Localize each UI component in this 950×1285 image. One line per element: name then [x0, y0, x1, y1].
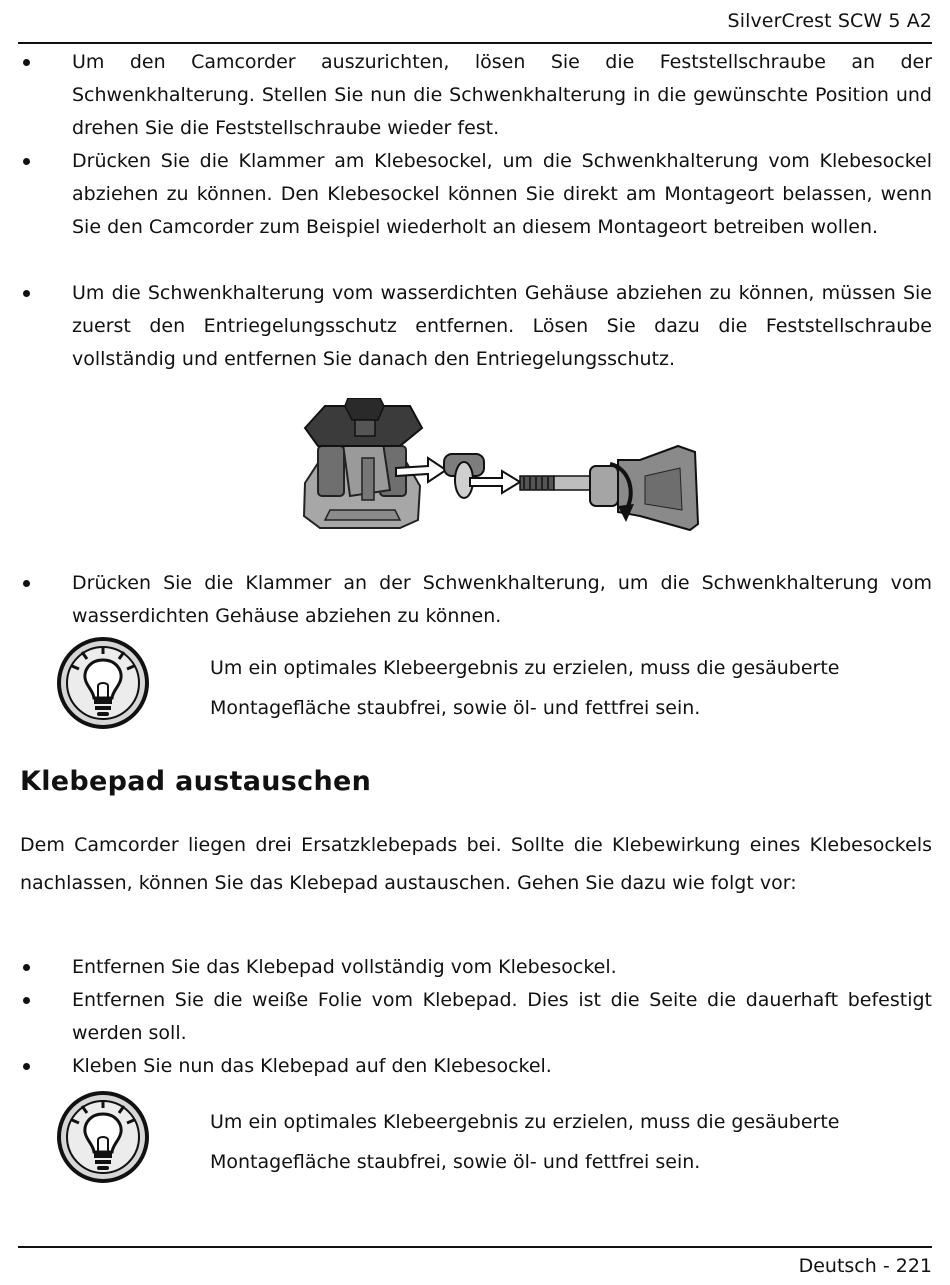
header-divider: [18, 42, 932, 44]
lightbulb-icon: [52, 636, 154, 730]
footer-divider: [18, 1246, 932, 1248]
section-paragraph: Dem Camcorder liegen drei Ersatzklebepads bei. Sollte die Klebewirkung eines Klebesockels nachlassen, können Sie das Klebepad austauschen. Gehen Sie dazu wie folgt vor:: [20, 834, 932, 894]
instruction-list: [20, 46, 932, 376]
list-item: Um die Schwenkhalterung vom wasserdichten Gehäuse abziehen zu können, müssen Sie zuerst den Entriegelungsschutz entfernen. Lösen Sie dazu die Feststellschraube vollständig und entfernen Sie danach den Entriegelungsschutz.: [20, 277, 932, 376]
list-item: Drücken Sie die Klammer am Klebesockel, um die Schwenkhalterung vom Klebesockel abziehen zu können. Den Klebesockel können Sie direkt am Montageort belassen, wenn Sie den Camcorder zum Beispiel wiederholt an diesem Montageort betreiben wollen.: [20, 145, 932, 277]
list-item: Kleben Sie nun das Klebepad auf den Klebesockel.: [20, 1050, 932, 1083]
tip-text: Um ein optimales Klebeergebnis zu erzielen, muss die gesäuberte Montagefläche staubfrei, sowie öl- und fettfrei sein.: [210, 657, 840, 719]
mount-disassembly-illustration: [300, 398, 705, 538]
list-item: Drücken Sie die Klammer an der Schwenkhalterung, um die Schwenkhalterung vom wasserdichten Gehäuse abziehen zu können.: [20, 567, 932, 633]
tip-text: Um ein optimales Klebeergebnis zu erzielen, muss die gesäuberte Montagefläche staubfrei, sowie öl- und fettfrei sein.: [210, 1111, 840, 1173]
page-header-title: SilverCrest SCW 5 A2: [727, 10, 932, 32]
lightbulb-icon: [52, 1090, 154, 1184]
page-number: Deutsch - 221: [798, 1255, 932, 1277]
list-item: Entfernen Sie das Klebepad vollständig vom Klebesockel.: [20, 951, 932, 984]
list-item: Entfernen Sie die weiße Folie vom Klebepad. Dies ist die Seite die dauerhaft befestigt werden soll.: [20, 984, 932, 1050]
tip-note: [52, 636, 932, 734]
section-heading: Klebepad austauschen: [20, 766, 372, 797]
tip-note: [52, 1090, 932, 1188]
instruction-list: [20, 951, 932, 1083]
instruction-list: [20, 567, 932, 633]
list-item: Um den Camcorder auszurichten, lösen Sie die Feststellschraube an der Schwenkhalterung. Stellen Sie nun die Schwenkhalterung in die gewünschte Position und drehen Sie die Feststellschraube wieder fest.: [20, 46, 932, 145]
